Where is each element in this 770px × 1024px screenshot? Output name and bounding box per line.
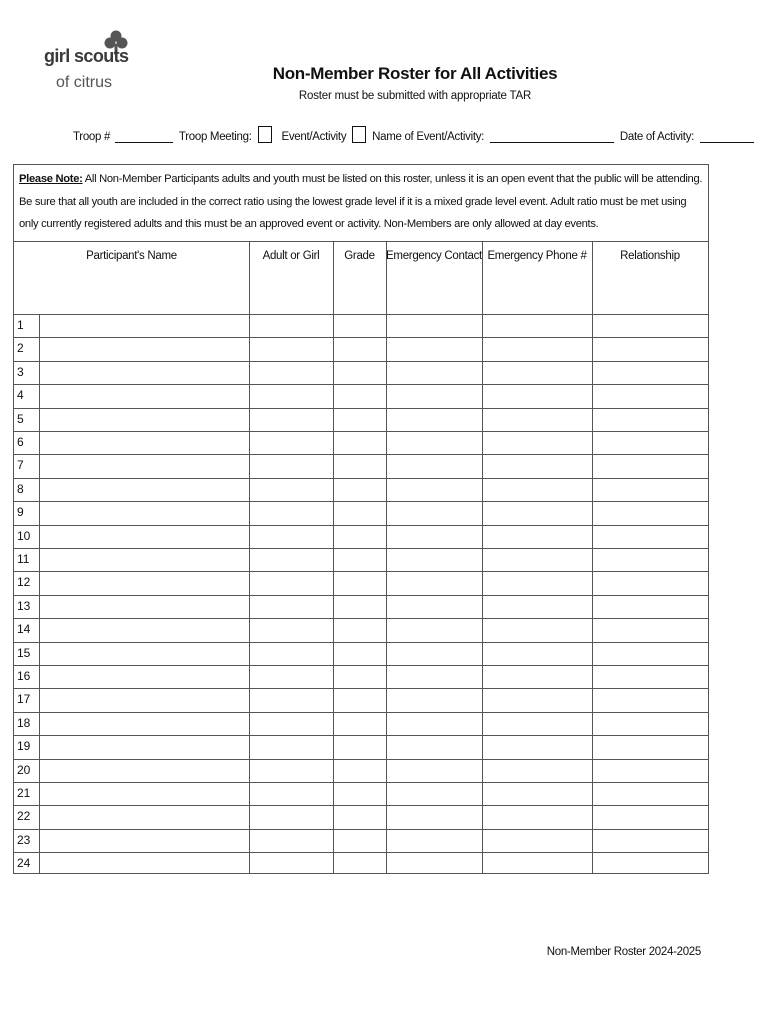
date-input[interactable] [700,130,754,143]
col-relationship: Relationship [620,250,680,262]
col-grade: Grade [344,250,375,262]
row-number: 10 [17,528,31,543]
row-number: 5 [17,411,24,426]
row-number: 2 [17,341,24,356]
row-number: 3 [17,364,24,379]
please-note [19,168,707,236]
col-emergency-phone: Emergency Phone # [487,250,587,262]
row-number: 18 [17,715,31,730]
row-number: 6 [17,435,24,449]
table-row[interactable] [14,478,708,501]
col-adult-or-girl: Adult or Girl [262,250,320,262]
note-text: All Non-Member Participants adults and youth must be listed on this roster, unless it is an open event that the public will be attending. Be sure that all youth are included in the correct ratio using the lowest grade level if it is a mixed grade level event. Adult ratio must be met using only currently registered adults and this must be an approved event or activity. Non-Members are only allowed at day events. [19,173,703,230]
table-row[interactable] [14,688,708,711]
table-row[interactable] [14,595,708,618]
header-top-line [14,241,708,242]
col-emergency-contact: Emergency Contact [386,250,482,262]
girl-scouts-logo [44,30,134,96]
row-number: 8 [17,481,24,496]
table-row[interactable] [14,501,708,524]
table-row[interactable] [14,642,708,665]
form-fields [73,126,754,143]
page-title: Non-Member Roster for All Activities [272,64,558,83]
row-number: 7 [17,458,24,473]
table-row[interactable] [14,571,708,594]
table-row[interactable] [14,712,708,735]
row-number: 20 [17,762,31,777]
table-row[interactable] [14,431,708,454]
row-number: 17 [17,692,31,707]
roster-table [13,164,709,874]
table-row[interactable] [14,361,708,384]
logo-line2: of citrus [56,74,113,91]
troop-input[interactable] [115,130,173,143]
page-subtitle: Roster must be submitted with appropriate TAR [298,90,532,102]
table-row[interactable] [14,618,708,641]
col-participant-name: Participant's Name [86,250,177,262]
row-number: 19 [17,739,31,754]
row-number: 15 [17,645,31,660]
table-row[interactable] [14,408,708,431]
table-row[interactable] [14,314,708,337]
troop-meeting-label: Troop Meeting: [178,131,252,143]
table-row[interactable] [14,337,708,360]
row-number: 21 [17,786,31,800]
event-name-label: Name of Event/Activity: [372,131,485,143]
event-name-input[interactable] [490,130,614,143]
row-number: 9 [17,505,24,520]
note-label: Please Note: [19,173,83,185]
row-number: 4 [17,388,24,403]
event-activity-label: Event/Activity [281,131,347,143]
table-row[interactable] [14,759,708,782]
table-row[interactable] [14,782,708,805]
row-number: 13 [17,598,31,613]
row-number: 24 [17,856,31,871]
table-row[interactable] [14,735,708,758]
table-row[interactable] [14,454,708,477]
date-label: Date of Activity: [619,131,695,143]
logo-line1: girl scouts [44,46,129,66]
table-row[interactable] [14,805,708,828]
row-number: 22 [17,809,31,824]
table-row[interactable] [14,548,708,571]
table-row[interactable] [14,665,708,688]
table-row[interactable] [14,852,708,875]
table-row[interactable] [14,525,708,548]
table-row[interactable] [14,384,708,407]
event-activity-checkbox[interactable] [352,126,366,143]
troop-meeting-checkbox[interactable] [258,126,272,143]
row-number: 23 [17,832,31,847]
row-number: 1 [17,318,24,332]
troop-label: Troop # [73,131,111,143]
row-number: 16 [17,669,31,683]
table-row[interactable] [14,829,708,852]
row-number: 12 [17,575,31,590]
footer-text: Non-Member Roster 2024-2025 [546,946,701,958]
row-number: 14 [17,622,31,637]
row-number: 11 [17,552,30,566]
